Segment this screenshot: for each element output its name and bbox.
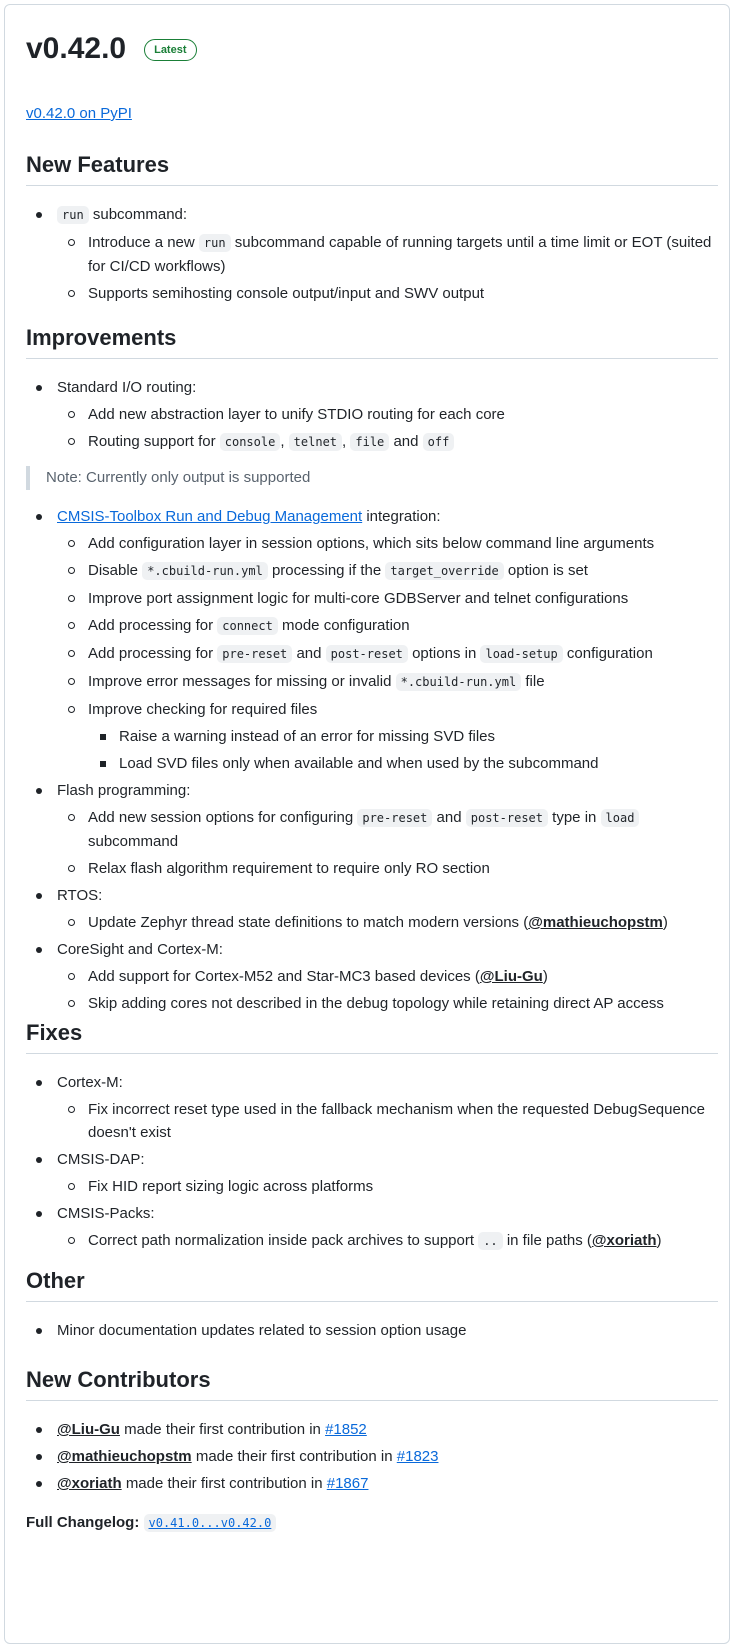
list-item: RTOS: [26, 884, 718, 907]
changelog-label: Full Changelog [26, 1514, 135, 1531]
pr-link[interactable]: #1823 [396, 1448, 439, 1465]
changelog-compare [144, 1514, 277, 1532]
latest-badge: Latest [144, 39, 196, 61]
list-item: Relax flash algorithm requirement to require only RO section [26, 857, 718, 880]
heading-fixes: Fixes [26, 1019, 718, 1054]
list-item: CMSIS-Packs: [26, 1202, 718, 1225]
list-item: Skip adding cores not described in the debug topology while retaining direct AP access [26, 992, 718, 1015]
changelog-compare-link[interactable]: v0.41.0...v0.42.0 [148, 1516, 272, 1530]
list-item: Load SVD files only when available and when used by the subcommand [26, 752, 718, 775]
list-item: CoreSight and Cortex-M: [26, 938, 718, 961]
list-item: Raise a warning instead of an error for missing SVD files [26, 725, 718, 748]
list-item: Routing support for console , telnet , file and off [26, 430, 718, 454]
pr-link[interactable]: #1867 [326, 1475, 369, 1492]
contributors-list [26, 1418, 718, 1499]
list-item: Add processing for connect mode configuration [26, 614, 718, 638]
list-item: Correct path normalization inside pack archives to support .. in file paths (@xoriath) [26, 1229, 718, 1253]
mention-mathieuchopstm[interactable]: @mathieuchopstm [57, 1448, 192, 1465]
list-item: Introduce a new run subcommand capable of running targets until a time limit or EOT (suited for CI/CD workflows) [26, 231, 718, 278]
mention-xoriath[interactable]: @xoriath [57, 1475, 122, 1492]
list-item: Fix HID report sizing logic across platforms [26, 1175, 718, 1198]
list-item: Improve checking for required files [26, 698, 718, 721]
list-item: Add processing for pre-reset and post-reset options in load-setup configuration [26, 642, 718, 666]
list-item: Minor documentation updates related to session option usage [26, 1319, 718, 1342]
list-item: Improve port assignment logic for multi-core GDBServer and telnet configurations [26, 587, 718, 610]
pr-link[interactable]: #1852 [325, 1421, 367, 1438]
list-item: Add support for Cortex-M52 and Star-MC3 based devices (@Liu-Gu) [26, 965, 718, 988]
list-item: Flash programming: [26, 779, 718, 802]
list-item: Cortex-M: [26, 1071, 718, 1094]
list-item: CMSIS-Toolbox Run and Debug Management integration: [26, 505, 718, 528]
heading-improvements: Improvements [26, 324, 718, 359]
list-item: Fix incorrect reset type used in the fallback mechanism when the requested DebugSequence doesn't exist [26, 1098, 718, 1144]
heading-new-features: New Features [26, 151, 718, 186]
fixes-list [26, 1071, 718, 1257]
list-item: Standard I/O routing: [26, 376, 718, 399]
mention-liu-gu[interactable]: @Liu-Gu [57, 1421, 120, 1438]
stdio-list [26, 376, 718, 458]
list-item: run subcommand: [26, 203, 718, 227]
new-features-list [26, 203, 718, 309]
heading-other: Other [26, 1267, 718, 1302]
list-item: Add configuration layer in session options, which sits below command line arguments [26, 532, 718, 555]
mention-xoriath[interactable]: @xoriath [591, 1232, 657, 1249]
list-item: Supports semihosting console output/input and SWV output [26, 282, 718, 305]
mention-mathieuchopstm[interactable]: @mathieuchopstm [528, 914, 663, 931]
note-blockquote: Note: Currently only output is supported [26, 466, 310, 490]
contributor-item: @Liu-Gu made their first contribution in #1852 [26, 1418, 718, 1441]
list-item: CMSIS-DAP: [26, 1148, 718, 1171]
heading-new-contributors: New Contributors [26, 1366, 718, 1401]
release-header [26, 29, 197, 69]
cmsis-toolbox-link[interactable]: CMSIS-Toolbox Run and Debug Management [57, 508, 363, 525]
release-card [4, 4, 730, 1644]
contributor-item: @xoriath made their first contribution in #1867 [26, 1472, 718, 1495]
pypi-link[interactable]: v0.42.0 on PyPI [26, 105, 132, 122]
release-title: v0.42.0 [26, 32, 127, 65]
full-changelog: Full Changelog: v0.41.0...v0.42.0 [26, 1512, 276, 1534]
contributor-item: @mathieuchopstm made their first contribution in #1823 [26, 1445, 718, 1468]
list-item: Update Zephyr thread state definitions to match modern versions (@mathieuchopstm) [26, 911, 718, 934]
mention-liu-gu[interactable]: @Liu-Gu [479, 968, 543, 985]
improvements-list [26, 505, 718, 1019]
list-item: Add new session options for configuring pre-reset and post-reset type in load subcommand [26, 806, 718, 853]
other-list [26, 1319, 718, 1346]
list-item: Add new abstraction layer to unify STDIO routing for each core [26, 403, 718, 426]
list-item: Improve error messages for missing or invalid *.cbuild-run.yml file [26, 670, 718, 694]
list-item: Disable *.cbuild-run.yml processing if the target_override option is set [26, 559, 718, 583]
